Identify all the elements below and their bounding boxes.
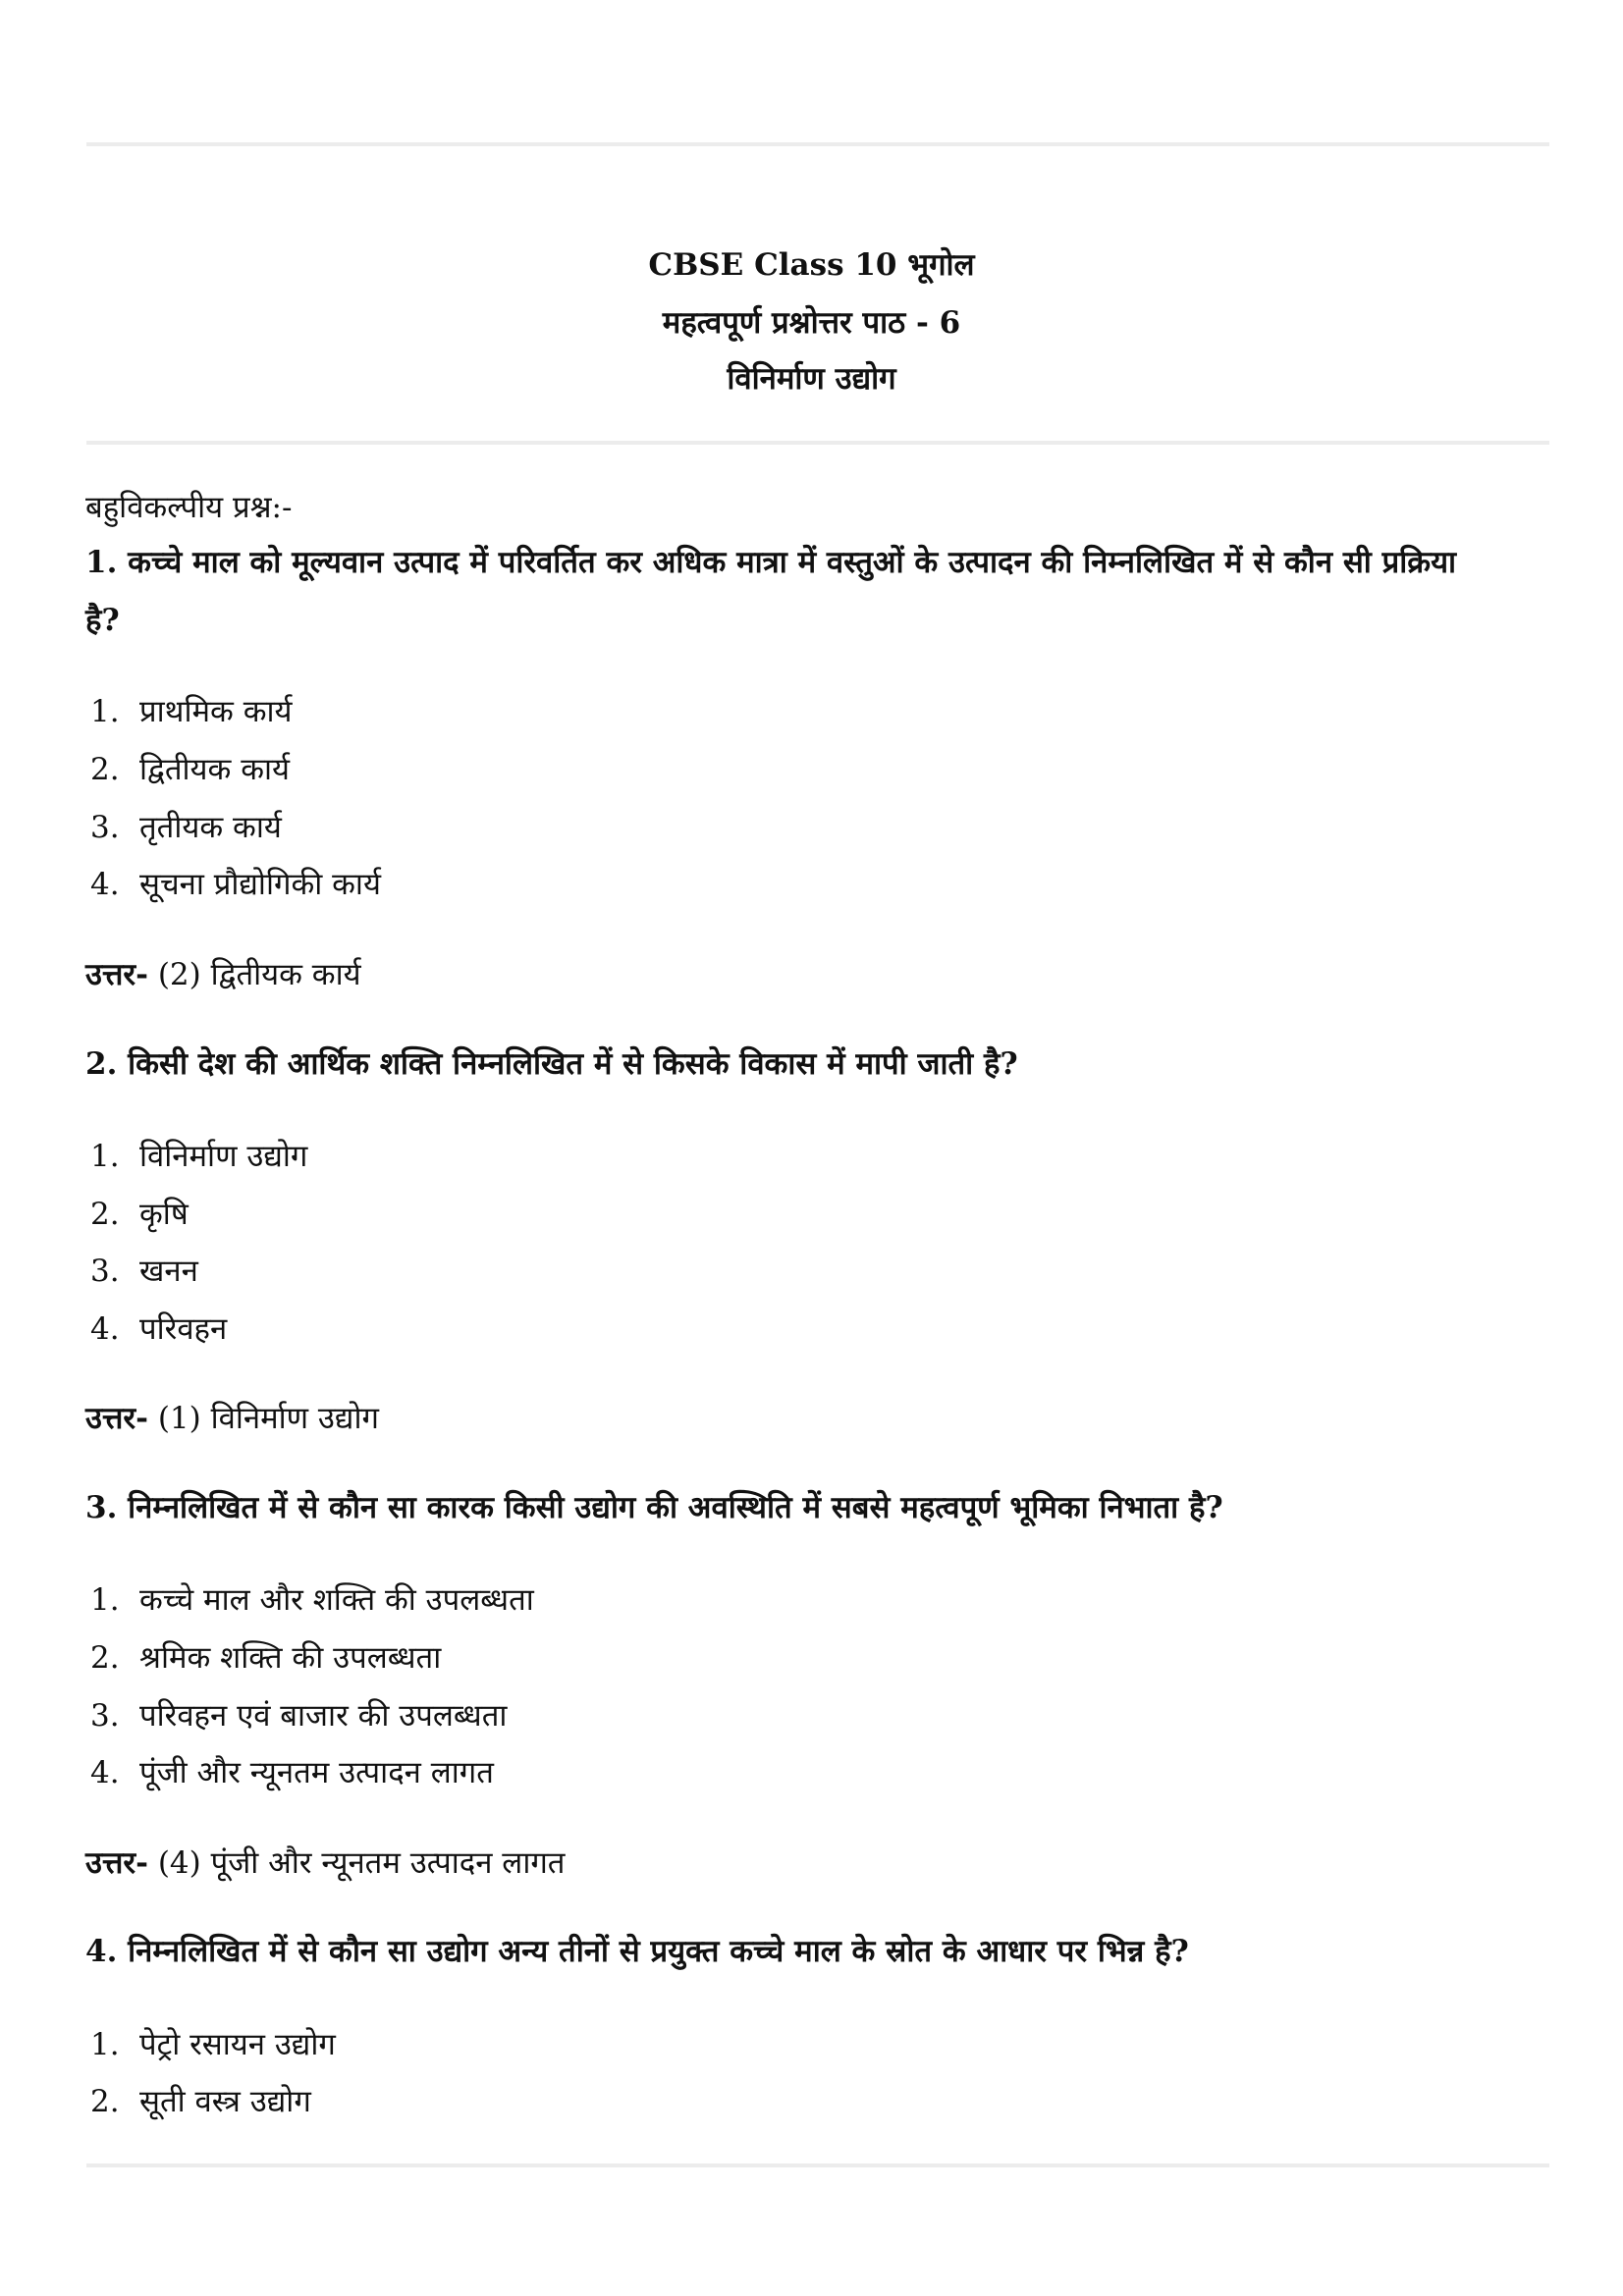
question-1: 1. कच्चे माल को मूल्यवान उत्पाद में परिवर्तित कर अधिक मात्रा में वस्तुओं के उत्पादन की निम्नलिखित में से कौन सी प्रक्रिया — [85, 545, 1457, 580]
question-1-cont: है? — [85, 603, 120, 638]
option: 1. पेट्रो रसायन उद्योग — [90, 2027, 336, 2062]
option: 1. कच्चे माल और शक्ति की उपलब्धता — [90, 1582, 534, 1618]
option: 2. श्रमिक शक्ति की उपलब्धता — [90, 1640, 442, 1676]
answer-1: उत्तर- (2) द्वितीयक कार्य — [85, 957, 361, 992]
option: 4. परिवहन — [90, 1311, 228, 1347]
section-heading: बहुविकल्पीय प्रश्न:- — [85, 490, 293, 525]
option: 2. सूती वस्त्र उद्योग — [90, 2084, 311, 2119]
chapter-title: विनिर्माण उद्योग — [727, 361, 896, 397]
option: 3. तृतीयक कार्य — [90, 810, 282, 845]
option: 1. विनिर्माण उद्योग — [90, 1139, 308, 1174]
option: 3. परिवहन एवं बाजार की उपलब्धता — [90, 1698, 508, 1734]
option: 2. द्वितीयक कार्य — [90, 752, 291, 787]
header-divider — [86, 441, 1549, 445]
option: 4. सूचना प्रौद्योगिकी कार्य — [90, 867, 381, 902]
question-3: 3. निम्नलिखित में से कौन सा कारक किसी उद्योग की अवस्थिति में सबसे महत्वपूर्ण भूमिका निभाता है? — [85, 1490, 1223, 1525]
page-subtitle: महत्वपूर्ण प्रश्नोत्तर पाठ - 6 — [662, 305, 961, 341]
option: 2. कृषि — [90, 1197, 189, 1232]
option: 1. प्राथमिक कार्य — [90, 694, 293, 729]
option: 4. पूंजी और न्यूनतम उत्पादन लागत — [90, 1755, 494, 1790]
page-title: CBSE Class 10 भूगोल — [648, 247, 975, 283]
top-divider — [86, 142, 1549, 146]
option: 3. खनन — [90, 1254, 198, 1289]
answer-2: उत्तर- (1) विनिर्माण उद्योग — [85, 1401, 379, 1436]
answer-3: उत्तर- (4) पूंजी और न्यूनतम उत्पादन लागत — [85, 1845, 566, 1881]
question-4: 4. निम्नलिखित में से कौन सा उद्योग अन्य तीनों से प्रयुक्त कच्चे माल के स्रोत के आधार पर भिन्न है? — [85, 1934, 1189, 1969]
question-2: 2. किसी देश की आर्थिक शक्ति निम्नलिखित में से किसके विकास में मापी जाती है? — [85, 1046, 1018, 1082]
bottom-divider — [86, 2163, 1549, 2167]
